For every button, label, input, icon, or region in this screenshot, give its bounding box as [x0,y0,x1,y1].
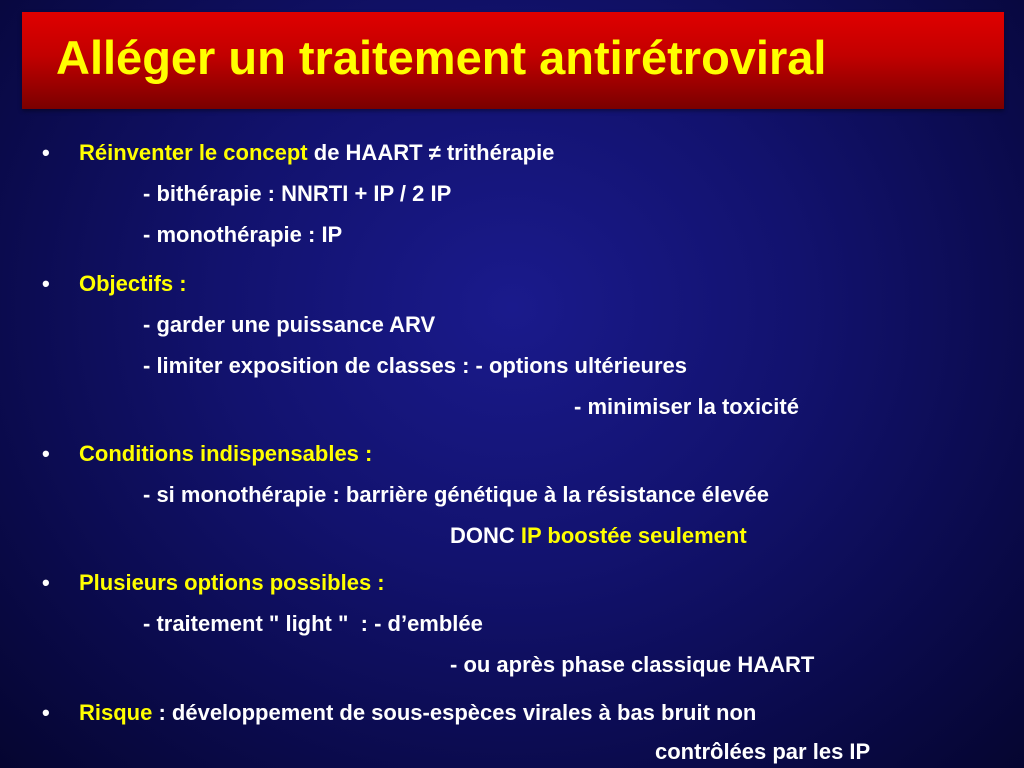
bullet-4-label: Plusieurs options possibles : [79,570,385,595]
bullet-3-line [79,443,372,465]
bullet-2-line [79,273,187,295]
bullet-4-sub-1: - traitement " light " : - d’emblée [143,611,483,636]
donc-prefix: DONC [450,523,521,548]
slide-title: Alléger un traitement antirétroviral [56,31,827,84]
donc-highlight: IP boostée seulement [520,523,747,548]
bullet-3-donc-line [450,525,747,547]
bullet-icon: • [42,700,50,725]
bullet-icon: • [42,570,50,595]
bullet-1-sub-1: - bithérapie : NNRTI + IP / 2 IP [143,181,452,206]
bullet-icon: • [42,441,50,466]
bullet-5-rest: : développement de sous-espèces virales à bas bruit non [152,700,757,725]
bullet-5-sub-1: contrôlées par les IP [655,739,871,764]
bullet-3-label: Conditions indispensables : [79,441,373,466]
bullet-icon: • [42,140,50,165]
bullet-5-line [79,702,756,724]
bullet-1-line [79,142,554,164]
bullet-icon: • [42,271,50,296]
bullet-2-label: Objectifs : [79,271,187,296]
bullet-2-sub-3: - minimiser la toxicité [574,394,799,419]
bullet-1-rest: de HAART ≠ trithérapie [307,140,555,165]
bullet-4-sub-2: - ou après phase classique HAART [450,652,815,677]
bullet-3-sub-1: - si monothérapie : barrière génétique à la résistance élevée [143,482,770,507]
bullet-5-label: Risque [79,700,153,725]
bullet-4-line [79,572,385,594]
bullet-2-sub-2: - limiter exposition de classes : - options ultérieures [143,353,688,378]
bullet-2-sub-1: - garder une puissance ARV [143,312,436,337]
bullet-1-label: Réinventer le concept [79,140,308,165]
bullet-1-sub-2: - monothérapie : IP [143,222,343,247]
